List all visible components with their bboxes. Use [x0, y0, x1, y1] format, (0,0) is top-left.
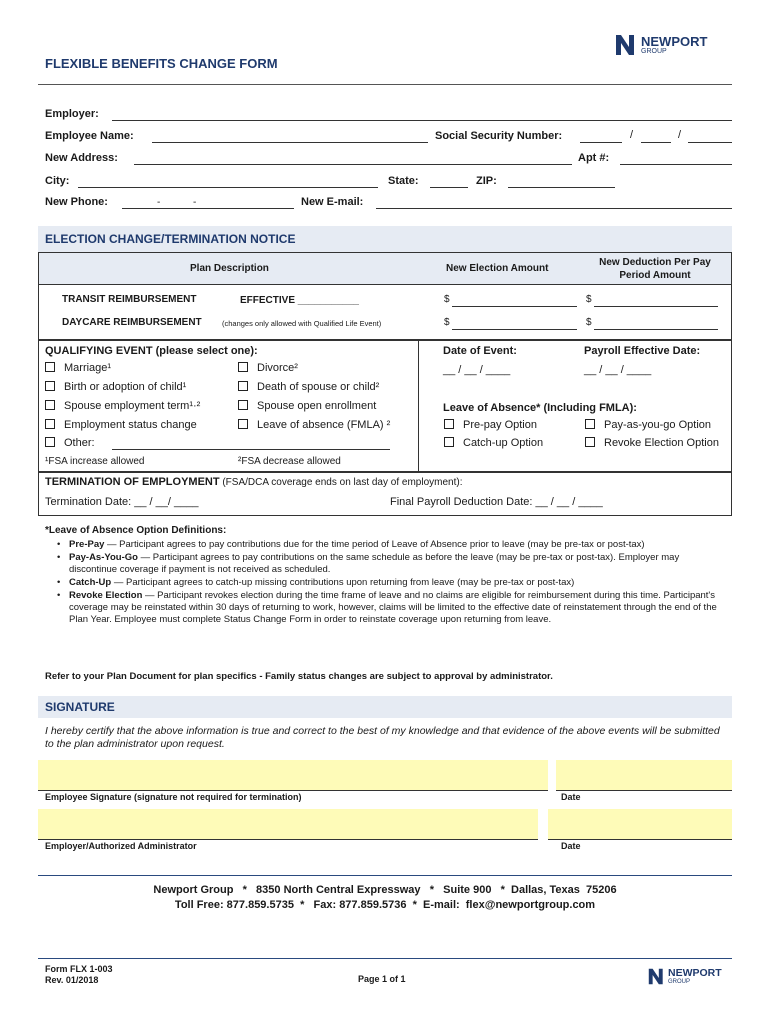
apt-field[interactable]	[620, 164, 732, 165]
qualifying-title: QUALIFYING EVENT (please select one):	[45, 345, 258, 357]
termination-note: (FSA/DCA coverage ends on last day of employment):	[219, 477, 463, 488]
footer-address: Newport Group * 8350 North Central Expressway * Suite 900 * Dallas, Texas 75206	[153, 884, 617, 896]
new-address-label: New Address:	[45, 152, 118, 164]
checkbox[interactable]	[238, 419, 248, 429]
employee-date-field[interactable]	[556, 760, 732, 790]
employee-name-field[interactable]	[152, 142, 428, 143]
qe-other-field[interactable]	[112, 449, 390, 450]
loa-catch-up-label: Catch-up Option	[463, 437, 544, 449]
ssn-sep-1: /	[630, 129, 634, 141]
qe-other[interactable]	[45, 437, 95, 449]
new-phone-label: New Phone:	[45, 196, 108, 208]
bullet-icon: •	[57, 577, 61, 588]
row-daycare-deduction-symbol: $	[586, 317, 592, 328]
employer-date-field[interactable]	[548, 809, 732, 839]
loa-title: Leave of Absence* (Including FMLA):	[443, 402, 637, 414]
employer-label: Employer:	[45, 108, 99, 120]
checkbox[interactable]	[45, 419, 55, 429]
election-section-title: ELECTION CHANGE/TERMINATION NOTICE	[45, 232, 296, 246]
qe-divorce[interactable]	[238, 362, 298, 374]
page-number: Page 1 of 1	[358, 974, 406, 984]
phone-sep-1: -	[157, 197, 161, 208]
employer-date-label: Date	[561, 841, 581, 851]
employee-signature-field[interactable]	[38, 760, 548, 790]
row-transit-deduction-field[interactable]	[594, 306, 718, 307]
qe-employment-status-label: Employment status change	[64, 419, 197, 431]
loa-prepay[interactable]	[444, 419, 537, 431]
date-of-event-label: Date of Event:	[443, 345, 517, 357]
footer-rule-bottom	[38, 958, 732, 959]
qe-spouse-open-enrollment-label: Spouse open enrollment	[257, 400, 377, 412]
newport-n-icon	[648, 968, 665, 985]
termination-title: TERMINATION OF EMPLOYMENT	[45, 476, 220, 488]
checkbox[interactable]	[45, 362, 55, 372]
checkbox[interactable]	[45, 400, 55, 410]
checkbox[interactable]	[45, 381, 55, 391]
final-payroll-date[interactable]: Final Payroll Deduction Date: __ / __ / ____	[390, 496, 603, 508]
qe-leave-of-absence-label: Leave of absence (FMLA) ²	[257, 419, 391, 431]
payroll-effective-label: Payroll Effective Date:	[584, 345, 701, 357]
qualifying-divider	[418, 341, 419, 471]
employee-name-label: Employee Name:	[45, 130, 134, 142]
definitions-title: *Leave of Absence Option Definitions:	[45, 525, 227, 536]
footnote-fsa-increase: ¹FSA increase allowed	[45, 456, 145, 467]
header-plan-description: Plan Description	[190, 263, 269, 274]
loa-pay-as-you-go-label: Pay-as-you-go Option	[604, 419, 711, 431]
row-daycare-amount-symbol: $	[444, 317, 450, 328]
newport-n-icon	[615, 34, 637, 56]
footnote-fsa-decrease: ²FSA decrease allowed	[238, 456, 341, 467]
header-new-deduction: New Deduction Per Pay Period Amount	[599, 257, 711, 281]
ssn-sep-2: /	[678, 129, 682, 141]
ssn-part3-field[interactable]	[688, 142, 732, 143]
row-transit-effective[interactable]: EFFECTIVE ___________	[240, 295, 359, 306]
qe-spouse-employment-term-label: Spouse employment term¹·²	[64, 400, 201, 412]
definition-item	[55, 590, 725, 626]
definition-item	[55, 539, 725, 551]
loa-prepay-label: Pre-pay Option	[463, 419, 537, 431]
new-phone-field[interactable]	[122, 208, 294, 209]
checkbox[interactable]	[444, 419, 454, 429]
qe-spouse-open-enrollment[interactable]	[238, 400, 376, 412]
footer-contact: Toll Free: 877.859.5735 * Fax: 877.859.5736 * E-mail: flex@newportgroup.com	[174, 899, 596, 911]
definition-text: — Participant agrees to catch-up missing contributions upon returning from leave (may be pre-tax or post-tax)	[111, 577, 575, 588]
loa-revoke[interactable]	[585, 437, 719, 449]
termination-heading	[45, 476, 462, 488]
checkbox[interactable]	[238, 381, 248, 391]
ssn-part2-field[interactable]	[641, 142, 671, 143]
employer-signature-line	[38, 839, 538, 840]
checkbox[interactable]	[238, 400, 248, 410]
employer-date-line	[548, 839, 732, 840]
definition-text: — Participant revokes election during the time frame of leave and no claims are eligible for reimbursement during this time. Participant's coverage may be reinstated within 30 days of returning to work, however, claims will be limited to the effective date of reinstatement through the end of the Plan Year. Employee must complete Status Change Form in order to reinstate coverage upon returning from leave.	[69, 590, 717, 625]
bullet-icon: •	[57, 552, 61, 563]
row-daycare-plan: DAYCARE REIMBURSEMENT	[62, 317, 202, 328]
zip-label: ZIP:	[476, 175, 497, 187]
qe-spouse-employment-term[interactable]	[45, 400, 200, 412]
definition-term: Pay-As-You-Go	[69, 552, 138, 563]
qe-leave-of-absence[interactable]	[238, 419, 390, 431]
bullet-icon: •	[57, 539, 61, 550]
state-label: State:	[388, 175, 419, 187]
form-title: FLEXIBLE BENEFITS CHANGE FORM	[45, 56, 278, 71]
new-address-field[interactable]	[134, 164, 572, 165]
qe-employment-status[interactable]	[45, 419, 197, 431]
new-email-field[interactable]	[376, 208, 732, 209]
definitions-list	[55, 539, 725, 626]
termination-date[interactable]: Termination Date: __ / __/ ____	[45, 496, 199, 508]
header-new-election: New Election Amount	[446, 263, 549, 274]
logo-name: NEWPORT	[641, 34, 708, 49]
signature-section-band	[38, 696, 732, 718]
footer-logo-name: NEWPORT	[668, 967, 722, 979]
ssn-part1-field[interactable]	[580, 142, 622, 143]
loa-pay-as-you-go[interactable]	[585, 419, 711, 431]
form-id: Form FLX 1-003	[45, 964, 113, 974]
employee-date-line	[556, 790, 732, 791]
definition-text: — Participant agrees to pay contributions due for the time period of Leave of Absence prior to leave (may be pre-tax or post-tax)	[104, 539, 645, 550]
row-daycare-deduction-field[interactable]	[594, 329, 718, 330]
checkbox[interactable]	[45, 437, 55, 447]
zip-field[interactable]	[508, 187, 615, 188]
employer-field[interactable]	[112, 120, 732, 121]
employee-date-label: Date	[561, 792, 581, 802]
row-daycare-note: (changes only allowed with Qualified Life Event)	[222, 319, 382, 328]
footer-rule-top	[38, 875, 732, 876]
definition-item	[55, 552, 725, 576]
row-transit-deduction-symbol: $	[586, 294, 592, 305]
qe-death[interactable]	[238, 381, 379, 393]
ssn-label: Social Security Number:	[435, 130, 563, 142]
definition-term: Catch-Up	[69, 577, 112, 588]
definition-term: Revoke Election	[69, 590, 143, 601]
footer-logo-sub: GROUP	[668, 979, 691, 985]
state-field[interactable]	[430, 187, 468, 188]
checkbox[interactable]	[238, 362, 248, 372]
qe-marriage[interactable]	[45, 362, 111, 374]
bullet-icon: •	[57, 590, 61, 601]
qe-birth-adoption[interactable]	[45, 381, 186, 393]
title-rule	[38, 84, 732, 85]
apt-label: Apt #:	[578, 152, 610, 164]
qe-divorce-label: Divorce²	[257, 362, 298, 374]
checkbox[interactable]	[585, 419, 595, 429]
logo-sub: GROUP	[641, 48, 667, 55]
qe-other-label: Other:	[64, 437, 95, 449]
city-label: City:	[45, 175, 70, 187]
form-rev: Rev. 01/2018	[45, 975, 99, 985]
payroll-effective-field[interactable]: __ / __ / ____	[584, 364, 652, 376]
row-transit-plan: TRANSIT REIMBURSEMENT	[62, 294, 197, 305]
row-transit-amount-field[interactable]	[452, 306, 577, 307]
refer-note: Refer to your Plan Document for plan specifics - Family status changes are subject to approval by administrator.	[45, 671, 553, 682]
signature-section-title: SIGNATURE	[45, 700, 115, 714]
city-field[interactable]	[78, 187, 378, 188]
certify-text: I hereby certify that the above information is true and correct to the best of my knowledge and that evidence of the above events will be submitted to the plan administrator upon request.	[45, 725, 720, 750]
definition-text: — Participant agrees to pay contributions on the same schedule as before the leave (may be pre-tax or post-tax). Employer may discontinue coverage if payment is not received as scheduled.	[69, 552, 680, 575]
checkbox[interactable]	[585, 437, 595, 447]
employer-signature-field[interactable]	[38, 809, 538, 839]
definition-term: Pre-Pay	[69, 539, 105, 550]
qe-birth-adoption-label: Birth or adoption of child¹	[64, 381, 187, 393]
row-transit-amount-symbol: $	[444, 294, 450, 305]
qe-death-label: Death of spouse or child²	[257, 381, 380, 393]
phone-sep-2: -	[193, 197, 197, 208]
new-email-label: New E-mail:	[301, 196, 364, 208]
checkbox[interactable]	[444, 437, 454, 447]
employer-signature-label: Employer/Authorized Administrator	[45, 841, 197, 851]
definition-item	[55, 577, 725, 589]
employee-signature-label: Employee Signature (signature not required for termination)	[45, 792, 302, 802]
employee-signature-line	[38, 790, 548, 791]
date-of-event-field[interactable]: __ / __ / ____	[443, 364, 511, 376]
loa-revoke-label: Revoke Election Option	[604, 437, 719, 449]
row-daycare-amount-field[interactable]	[452, 329, 577, 330]
qe-marriage-label: Marriage¹	[64, 362, 112, 374]
loa-catch-up[interactable]	[444, 437, 543, 449]
